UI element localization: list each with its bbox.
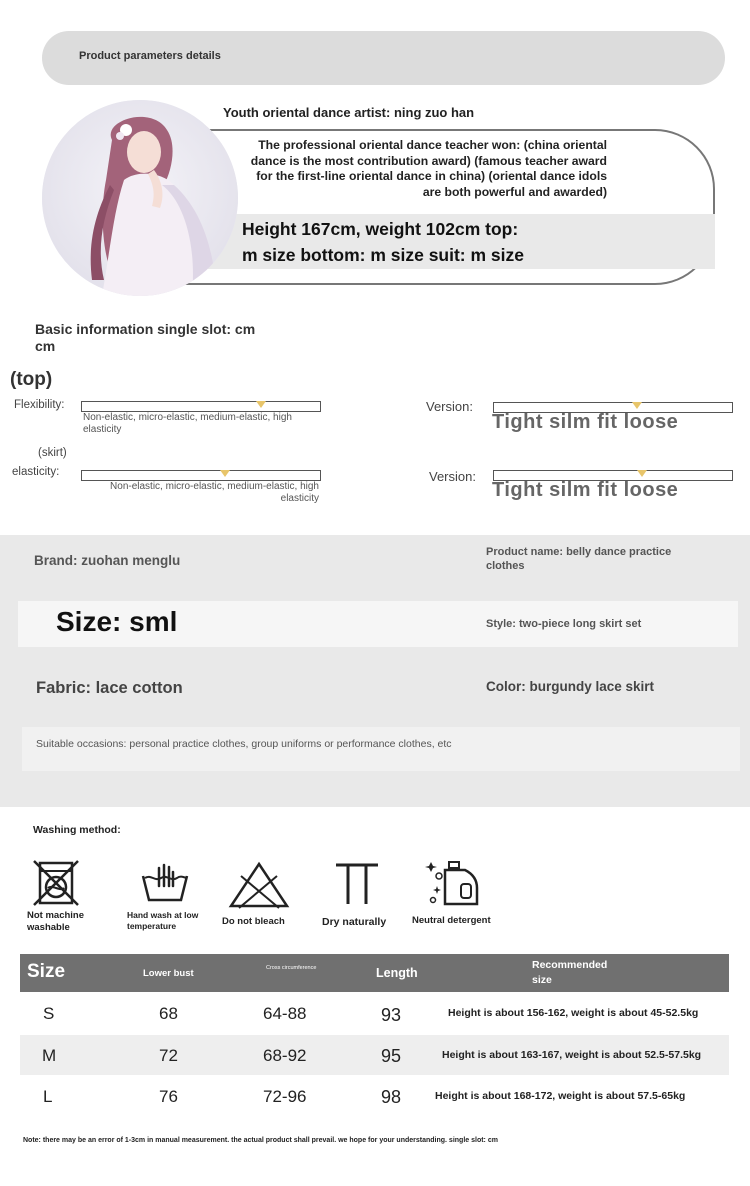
row-length: 98	[381, 1087, 402, 1107]
skirt-section-label: (skirt)	[38, 447, 67, 459]
wash-item-no-bleach	[222, 860, 292, 927]
wash-item-neutral-detergent	[412, 856, 491, 926]
skirt-version-scale: Tight silm fit loose	[492, 479, 679, 501]
table-row	[20, 993, 729, 1033]
top-version-label: Version:	[426, 399, 473, 414]
top-version-marker	[632, 402, 642, 409]
row-recommended: Height is about 168-172, weight is about 57.5-65kg	[435, 1090, 686, 1102]
row-length: 93	[381, 1005, 402, 1025]
wash-label-no-machine: Not machine washable	[27, 910, 85, 933]
row-size: L	[43, 1087, 53, 1106]
wash-label-hand-wash: Hand wash at low temperature	[127, 910, 199, 931]
header-cross-circumference: Cross circumference	[266, 965, 317, 971]
color: Color: burgundy lace skirt	[486, 679, 655, 694]
fabric: Fabric: lace cotton	[36, 679, 183, 697]
top-version-scale: Tight silm fit loose	[492, 411, 679, 433]
top-flexibility-bar	[81, 401, 321, 412]
measurements-line-1: Height 167cm, weight 102cm top:	[242, 219, 519, 239]
header-title: Product parameters details	[79, 50, 221, 62]
row-lower-bust: 68	[159, 1004, 178, 1023]
artist-name: Youth oriental dance artist: ning zuo han	[223, 105, 475, 120]
size-table-header	[20, 954, 729, 992]
artist-description: The professional oriental dance teacher won: (china oriental dance is the most contribution award) (famous teacher award for the first-line oriental dance in china) (oriental dance idols are both powerful and awarded)	[250, 138, 607, 199]
table-row	[20, 1035, 729, 1075]
wash-label-dry-naturally: Dry naturally	[322, 916, 387, 928]
top-section-label: (top)	[10, 369, 53, 390]
neutral-detergent-icon	[423, 856, 483, 908]
row-recommended: Height is about 156-162, weight is about 45-52.5kg	[448, 1007, 699, 1019]
header-pill	[42, 31, 725, 85]
skirt-elasticity-bar	[81, 470, 321, 481]
top-flexibility-marker	[256, 401, 266, 408]
wash-item-no-machine	[24, 857, 88, 933]
washing-title: Washing method:	[33, 824, 121, 836]
row-size: M	[42, 1046, 57, 1065]
row-length: 95	[381, 1046, 402, 1066]
basic-info-title: Basic information single slot: cm cm	[35, 321, 256, 354]
skirt-version-marker	[637, 470, 647, 477]
header-size: Size	[27, 961, 66, 982]
skirt-elasticity-scale: Non-elastic, micro-elastic, medium-elastic, high elasticity	[110, 481, 319, 504]
header-lower-bust: Lower bust	[143, 968, 194, 979]
wash-label-neutral-detergent: Neutral detergent	[412, 915, 491, 926]
row-cross: 68-92	[263, 1046, 307, 1065]
brand: Brand: zuohan menglu	[34, 553, 181, 568]
no-bleach-icon	[227, 860, 291, 910]
wash-label-no-bleach: Do not bleach	[222, 916, 285, 927]
measurement-note: Note: there may be an error of 1-3cm in manual measurement. the actual product shall prevail. we hope for your understanding. single slot: cm	[23, 1137, 498, 1144]
row-cross: 64-88	[263, 1004, 307, 1023]
top-flexibility-label: Flexibility:	[14, 399, 65, 411]
artist-photo	[42, 100, 238, 296]
row-lower-bust: 72	[159, 1046, 178, 1065]
occasions: Suitable occasions: personal practice clothes, group uniforms or performance clothes, etc	[36, 738, 452, 750]
hand-wash-icon	[137, 860, 193, 906]
wash-item-hand-wash	[127, 860, 200, 931]
row-recommended: Height is about 163-167, weight is about 52.5-57.5kg	[442, 1049, 702, 1061]
table-row	[20, 1076, 729, 1116]
style: Style: two-piece long skirt set	[486, 618, 642, 630]
top-flexibility-scale: Non-elastic, micro-elastic, medium-elastic, high elasticity	[83, 412, 292, 435]
row-lower-bust: 76	[159, 1087, 178, 1106]
skirt-elasticity-label: elasticity:	[12, 466, 60, 478]
skirt-version-label: Version:	[429, 469, 476, 484]
size: Size: sml	[56, 606, 178, 637]
dry-naturally-icon	[332, 862, 382, 906]
wash-item-dry-naturally	[322, 862, 387, 928]
skirt-elasticity-marker	[220, 470, 230, 477]
no-machine-wash-icon	[30, 857, 82, 909]
row-size: S	[43, 1004, 55, 1023]
artist-measurements	[242, 216, 582, 268]
header-recommended-size: Recommended size	[532, 959, 608, 986]
product-name: Product name: belly dance practice clothes	[486, 546, 672, 572]
header-length: Length	[376, 966, 418, 980]
measurements-line-2: m size bottom: m size suit: m size	[242, 245, 524, 265]
row-cross: 72-96	[263, 1087, 307, 1106]
